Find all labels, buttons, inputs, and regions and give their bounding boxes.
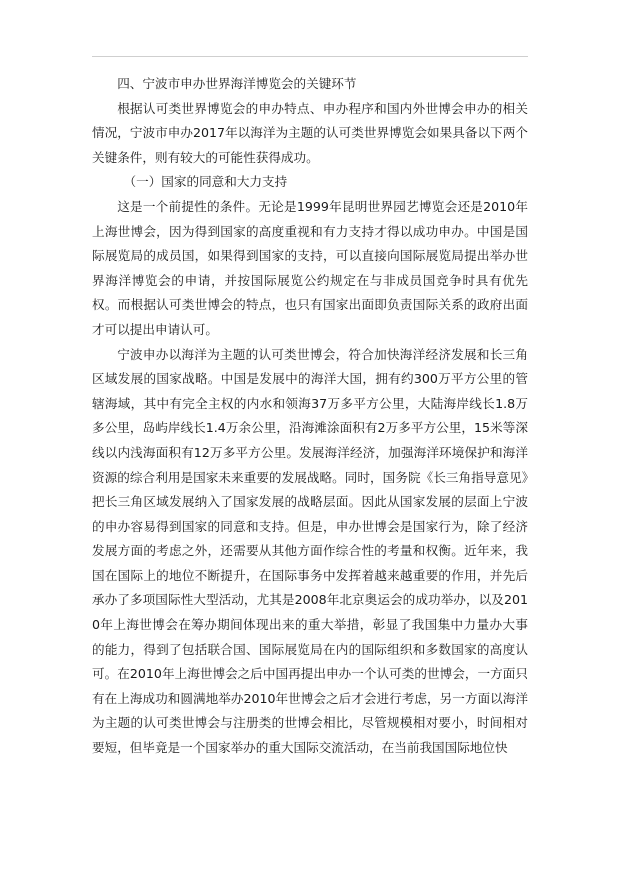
intro-paragraph: 根据认可类世界博览会的申办特点、申办程序和国内外世博会申办的相关情况，宁波市申办2017年以海洋为主题的认可类世界博览会如果具备以下两个关键条件，则有较大的可能性获得成功。 xyxy=(92,100,528,165)
subsection-heading: （一）国家的同意和大力支持 xyxy=(123,174,288,190)
section-heading: 四、宁波市申办世界海洋博览会的关键环节 xyxy=(117,76,357,91)
body-paragraph-2: 宁波申办以海洋为主题的认可类世博会，符合加快海洋经济发展和长三角区域发展的国家战略。中国是发展中的海洋大国，拥有约300万平方公里的管辖海域，其中有完全主权的内水和领海37万多平方公里，大陆海岸线长1.8万多公里，岛屿岸线长1.4万余公里，沿海滩涂面积有2万多平方公里，15米等深线以内浅海面积有12万多平方公里。发展海洋经济，加强海洋环境保护和海洋资源的综合利用是国家未来重要的发展战略。同时，国务院《长三角指导意见》把长三角区域发展纳入了国家发展的战略层面。因此从国家发展的层面上宁波的申办容易得到国家的同意和支持。但是，申办世博会是国家行为，除了经济发展方面的考虑之外，还需要从其他方面作综合性的考量和权衡。近年来，我国在国际上的地位不断提升，在国际事务中发挥着越来越重要的作用，并先后承办了多项国际性大型活动，尤其是2008年北京奥运会的成功举办，以及2010年上海世博会在筹办期间体现出来的重大举措，彰显了我国集中力量办大事的能力，得到了包括联合国、国际展览局在内的国际组织和多数国家的高度认可。在2010年上海世博会之后中国再提出申办一个认可类的世博会，一方面只有在上海成功和圆满地举办2010年世博会之后才会进行考虑，另一方面以海洋为主题的认可类世博会与注册类的世博会相比，尽管规模相对要小，时间相对要短，但毕竟是一个国家举办的重大国际交流活动，在当前我国国际地位快 xyxy=(92,346,528,756)
body-paragraph-1: 这是一个前提性的条件。无论是1999年昆明世界园艺博览会还是2010年上海世博会，因为得到国家的高度重视和有力支持才得以成功申办。中国是国际展览局的成员国，如果得到国家的支持，可以直接向国际展览局提出举办世界海洋博览会的申请，并按国际展览公约规定在与非成员国竞争时具有优先权。而根据认可类世博会的特点，也只有国家出面即负责国际关系的政府出面才可以提出申请认可。 xyxy=(92,198,528,337)
header-divider xyxy=(92,56,528,57)
document-body xyxy=(92,72,528,761)
